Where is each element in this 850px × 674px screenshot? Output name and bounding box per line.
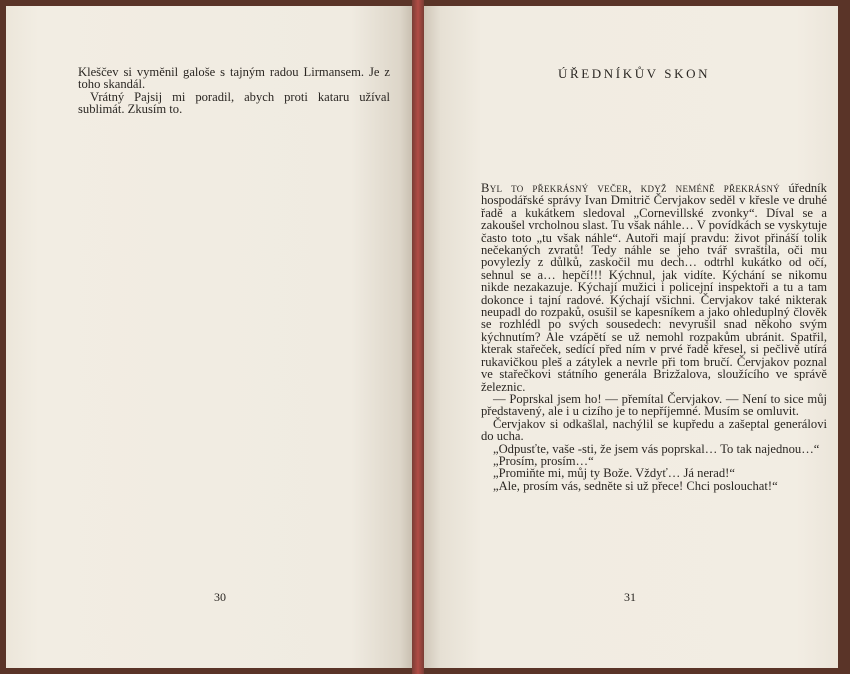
lead-in: Byl to překrásný večer, když neméně překrásný xyxy=(481,181,780,195)
paragraph: Kleščev si vyměnil galoše s tajným radou Lirmansem. Je z toho skandál. xyxy=(78,65,390,92)
page-number-right: 31 xyxy=(624,590,636,604)
page-number-left: 30 xyxy=(214,590,226,604)
right-page-text xyxy=(481,182,827,492)
left-page-text xyxy=(78,66,390,116)
left-page xyxy=(6,6,412,668)
paragraph: Vrátný Pajsij mi poradil, abych proti kataru užíval sublimát. Zkusím to. xyxy=(78,89,390,117)
paragraph xyxy=(481,182,827,393)
paragraph: „Ale, prosím vás, sedněte si už přece! Chci poslouchat!“ xyxy=(493,478,778,493)
paragraph: — Poprskal jsem ho! — přemítal Červjakov. — Není to sice můj představený, ale i u cizího je to nepříjemné. Musím se omluvit. xyxy=(481,391,827,419)
paragraph-body: úředník hospodářské správy Ivan Dmitrič Červjakov seděl v křesle ve druhé řadě a kukátkem sledoval „Cornevillské zvonky“. Díval se a zakoušel vrcholnou slast. Tu však náhle… V povídkách se vyskytuje často toto „tu však náhle“. Autoři mají pravdu: život přináší tolik nečekaných zvratů! Tedy náhle se jeho tvář svraštila, oči mu povylezly z důlků, zaskočil mu dech… odtrhl kukátko od očí, sehnul se a… hepčí!!! Kýchnul, jak vidíte. Kýchání se nikomu nikde nezakazuje. Kýchají mužici i policejní inspektoři a tu a tam dokonce i tajní radové. Kýchají všichni. Červjakov také nikterak neupadl do rozpaků, osušil se kapesníkem a jako ohleduplný člověk se rozhlédl po svých sousedech: nevyrušil snad někoho svým kýchnutím? Ale vzápětí se už nemohl rozpakům ubránit. Spatřil, kterak stařeček, sedící před ním v prvé řadě křesel, si pečlivě utírá rukavičkou pleš a zátylek a nevrle při tom bručí. Červjakov poznal ve stařečkovi státního generála Brizžalova, sloužícího ve správě železnic. xyxy=(481,181,827,394)
chapter-title: ÚŘEDNÍKŮV SKON xyxy=(558,66,711,81)
paragraph: „Prosím, prosím…“ xyxy=(493,453,594,468)
paragraph: Červjakov si odkašlal, nachýlil se kupředu a zašeptal generálovi do ucha. xyxy=(481,416,827,444)
paragraph: „Odpusťte, vaše -sti, že jsem vás poprskal… To tak najednou…“ xyxy=(493,441,820,456)
right-page xyxy=(424,6,838,668)
book-spine-gutter xyxy=(412,0,424,674)
paragraph: „Promiňte mi, můj ty Bože. Vždyť… Já nerad!“ xyxy=(493,466,735,481)
